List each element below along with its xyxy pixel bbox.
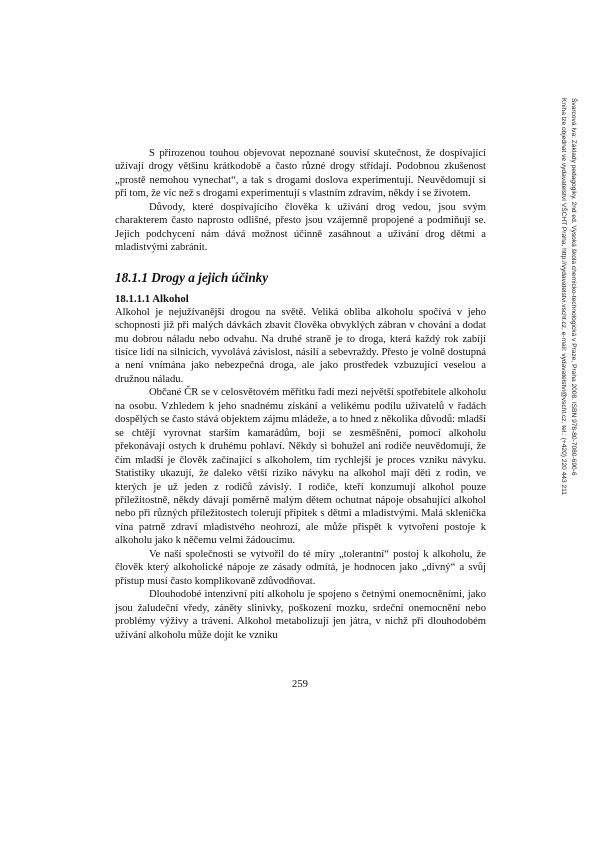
body-paragraph: Dlouhodobé intenzivní pití alkoholu je spojeno s četnými onemocněními, jako jsou žaludeční vředy, záněty slinivky, poškození mozku, srdeční onemocnění nebo problémy výživy a trávení. Alkohol metabolizují jen játra, v nichž při dlouhodobém užívání alkoholu může dojít ke vzniku: [115, 589, 486, 641]
body-paragraph: Občané ČR se v celosvětovém měřítku řadí mezi největší spotřebitele alkoholu na osobu. Vzhledem k jeho snadnému získání a velikému podílu uživatelů v řadách dospělých se často stává objektem zájmu mládeže, a to hned z několika důvodů: mladší se chtějí vyrovnat starším kamarádům, bojí se zesměšnění, pomocí alkoholu překonávají ostych k druhému pohlaví. Někdy si bohužel ani rodiče neuvědomují, že čím mladší je člověk začínající s alkoholem, tím rychlejší je proces vzniku návyku. Statistiky ukazují, že daleko větší riziko návyku na alkohol mají děti z rodin, ve kterých je už jeden z rodičů závislý. I rodiče, kteří konzumují alkohol pouze příležitostně, někdy dávají poměrně malým dětem ochutnat nápoje obsahující alkohol nebo při různých příležitostech tolerují přípitek s dětmi a mladistvými. Malá sklenička vína patrně zdraví mladistvého neohrozí, ale může přispět k vytvoření postoje k alkoholu jako k něčemu velmi žádoucímu.: [115, 387, 486, 547]
subsection-heading: 18.1.1.1 Alkohol: [115, 292, 189, 305]
body-text: [115, 147, 486, 642]
intro-paragraph: Důvody, které dospívajícího člověka k užívání drog vedou, jsou svým charakterem často naprosto odlišné, přesto jsou vzájemně propojené a podmiňují se. Jejich podchycení nám dává možnost účinně zasáhnout a užívání drog dětmi a mladistvými zabránit.: [115, 201, 486, 254]
intro-paragraph: S přirozenou touhou objevovat nepoznané souvisí skutečnost, že dospívající užívají drogy většinu krátkodobě a často různé drogy střídají. Podobnou zkušenost „prostě nemohou vynechat“, a tak s drogami doslova experimentují. Neuvědomují si při tom, že víc než s drogami experimentují s vlastním zdravím, někdy i se životem.: [115, 148, 486, 200]
section-heading: 18.1.1 Drogy a jejich účinky: [115, 269, 269, 285]
order-info-line: Kniha lze objednat ve vydavatelství VŠCHT Praha, http://vydavatelstvi.vscht.cz, e-mail: vydavatelstvi@vscht.cz, tel.: (+420) 220 443 211: [560, 98, 567, 495]
body-paragraph: Alkohol je nejužívanější drogou na světě. Veliká obliba alkoholu spočívá v jeho schopnosti již při malých dávkách zbavit člověka obvyklých zábran v chování a dodat mu dobrou náladu nebo odvahu. Na druhé straně je to droga, která každý rok zabíjí tisíce lidí na silnicích, vyvolává závislost, násilí a sebevraždy. Přesto je volně dostupná a není vnímána jako nebezpečná droga, ale jako prostředek vzbuzující veselou a družnou náladu.: [115, 306, 486, 385]
spacer: [115, 255, 486, 268]
side-note-citation: [554, 98, 578, 568]
citation-line: Švarcová Iva: Základy pedagogiky, 2nd ed. Vysoká škola chemicko-technologická v Praze, Praha 2008. ISBN 978-80-7080-690-6: [570, 98, 577, 476]
body-paragraph: Ve naší společnosti se vytvořil do té míry „tolerantní“ postoj k alkoholu, že člověk který alkoholické nápoje ze zásady odmítá, je hodnocen jako „divný“ a svůj přístup musí často komplikovaně zdůvodňovat.: [115, 548, 486, 587]
page-number: 259: [292, 679, 308, 690]
